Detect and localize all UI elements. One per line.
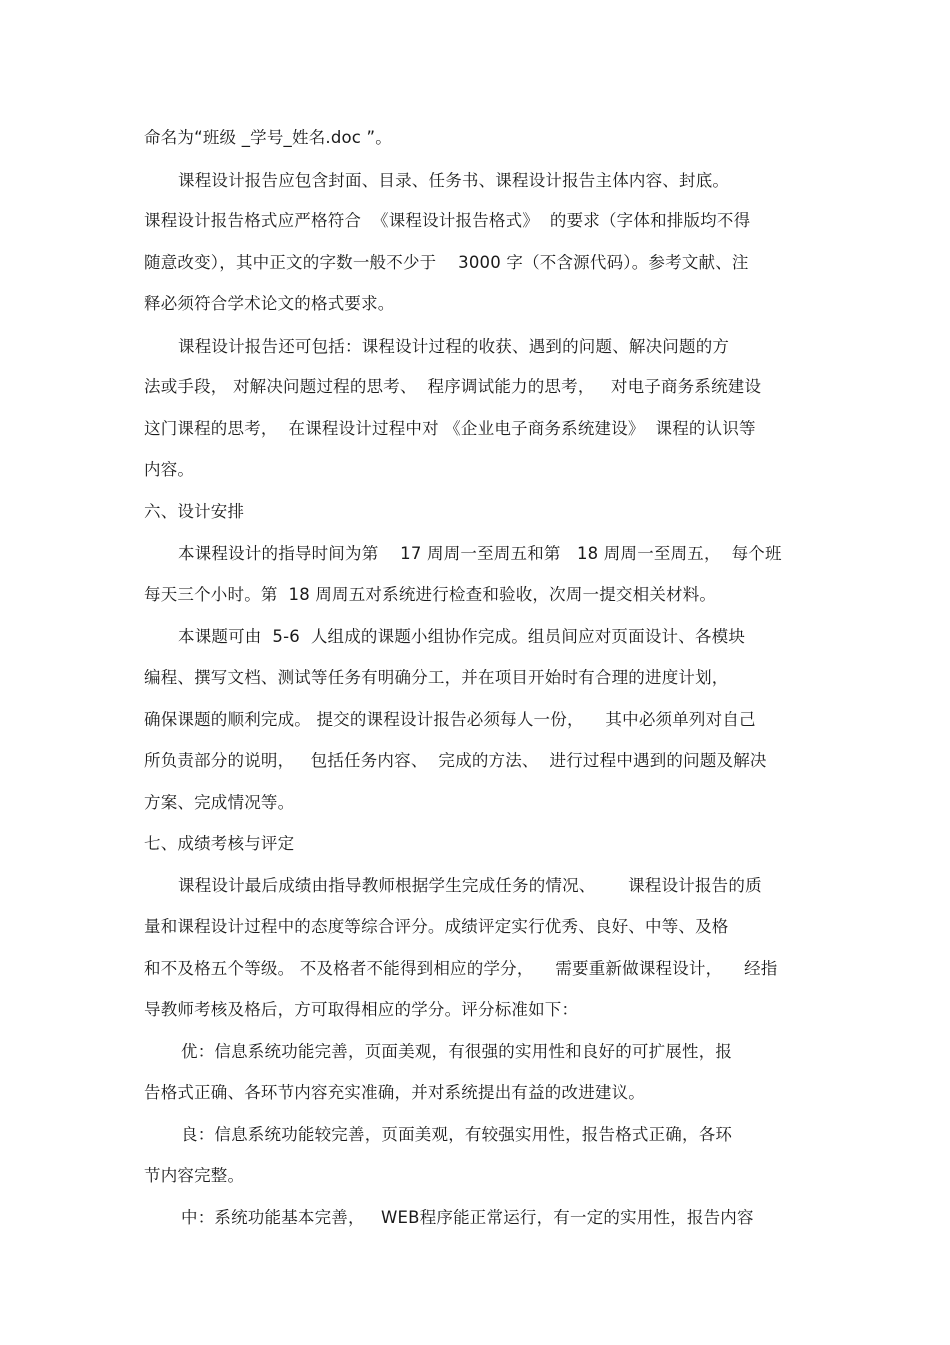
- text-line: 课程设计最后成绩由指导教师根据学生完成任务的情况、 课程设计报告的质: [178, 876, 762, 895]
- text-line: 本课题可由 5-6 人组成的课题小组协作完成。组员间应对页面设计、各模块: [178, 627, 746, 646]
- section-heading: 六、设计安排: [144, 502, 245, 521]
- text-line: 编程、撰写文档、测试等任务有明确分工，并在项目开始时有合理的进度计划，: [144, 668, 729, 687]
- text-line: 课程设计报告还可包括：课程设计过程的收获、遇到的问题、解决问题的方: [178, 337, 730, 356]
- text-line: 量和课程设计过程中的态度等综合评分。成绩评定实行优秀、良好、中等、及格: [144, 917, 729, 936]
- text-line: 告格式正确、各环节内容充实准确，并对系统提出有益的改进建议。: [144, 1083, 645, 1102]
- text-line: 随意改变），其中正文的字数一般不少于 3000 字（不含源代码）。参考文献、注: [144, 253, 749, 272]
- text-line: 节内容完整。: [144, 1166, 245, 1185]
- grading-excellent: 优：信息系统功能完善，页面美观，有很强的实用性和良好的可扩展性，报: [181, 1042, 733, 1061]
- text-line: 本课程设计的指导时间为第 17 周周一至周五和第 18 周周一至周五， 每个班: [178, 544, 782, 563]
- text-line: 所负责部分的说明， 包括任务内容、 完成的方法、 进行过程中遇到的问题及解决: [144, 751, 767, 770]
- text-line: 内容。: [144, 460, 195, 479]
- text-line: 法或手段， 对解决问题过程的思考、 程序调试能力的思考， 对电子商务系统建设: [144, 377, 762, 396]
- grading-medium: 中：系统功能基本完善， WEB程序能正常运行，有一定的实用性，报告内容: [181, 1208, 754, 1227]
- text-line: 和不及格五个等级。 不及格者不能得到相应的学分， 需要重新做课程设计， 经指: [144, 959, 778, 978]
- text-line: 课程设计报告应包含封面、目录、任务书、课程设计报告主体内容、封底。: [178, 171, 730, 190]
- text-line: 每天三个小时。第 18 周周五对系统进行检查和验收，次周一提交相关材料。: [144, 585, 717, 604]
- text-line: 方案、完成情况等。: [144, 793, 295, 812]
- grading-good: 良：信息系统功能较完善，页面美观，有较强实用性，报告格式正确，各环: [181, 1125, 733, 1144]
- text-line: 确保课题的顺利完成。 提交的课程设计报告必须每人一份， 其中必须单列对自己: [144, 710, 756, 729]
- text-line: 命名为“班级 _学号_姓名.doc ”。: [144, 128, 392, 147]
- section-heading: 七、成绩考核与评定: [144, 834, 295, 853]
- text-line: 这门课程的思考， 在课程设计过程中对 《企业电子商务系统建设》 课程的认识等: [144, 419, 756, 438]
- text-line: 课程设计报告格式应严格符合 《课程设计报告格式》 的要求（字体和排版均不得: [144, 211, 751, 230]
- text-line: 导教师考核及格后，方可取得相应的学分。评分标准如下：: [144, 1000, 579, 1019]
- text-line: 释必须符合学术论文的格式要求。: [144, 294, 395, 313]
